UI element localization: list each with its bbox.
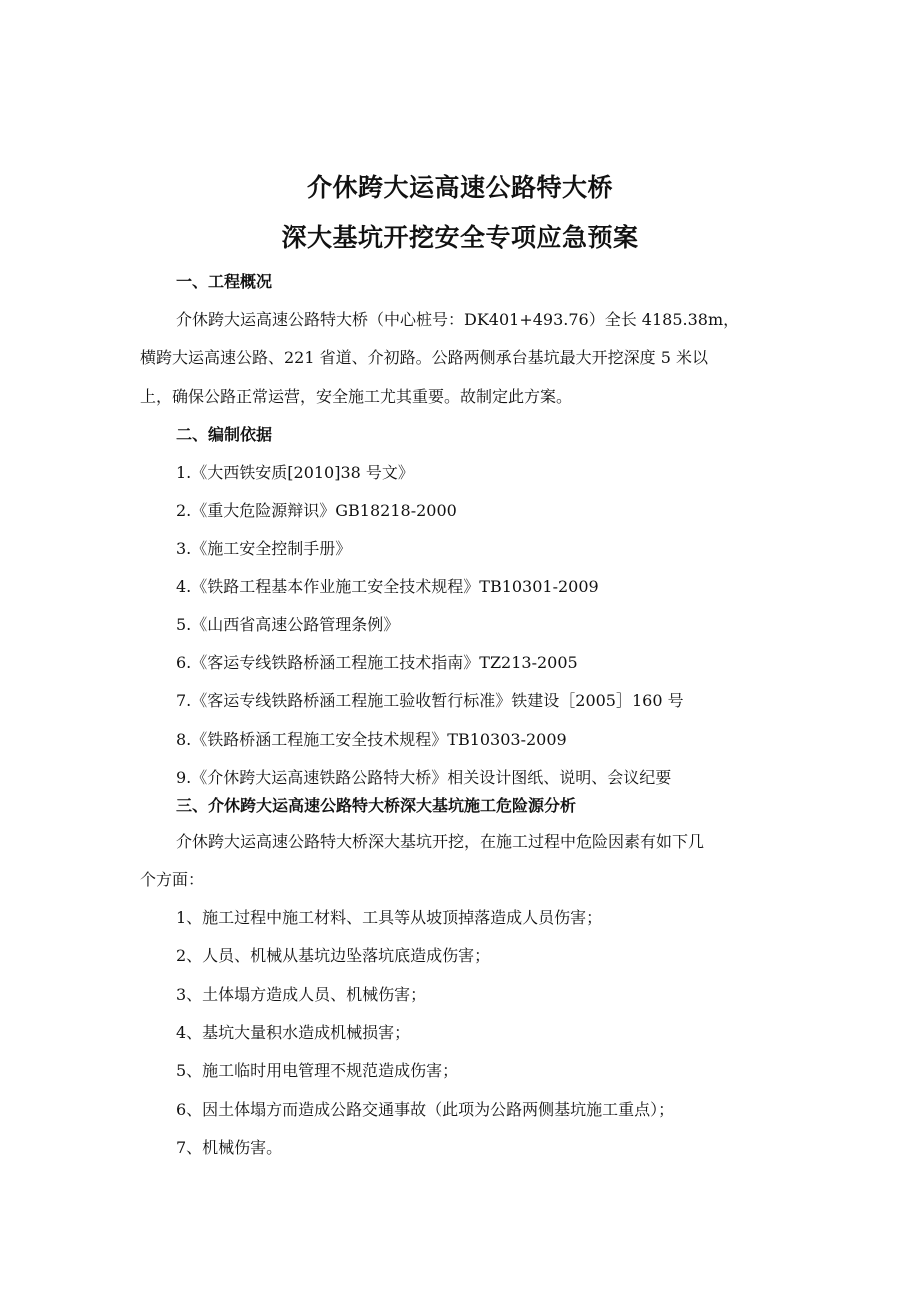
section1-paragraph-line: 介休跨大运高速公路特大桥（中心桩号：DK401+493.76）全长 4185.38m， [176,310,740,329]
reference-item: 1.《大西铁安质[2010]38 号文》 [176,463,414,482]
hazard-item: 5、施工临时用电管理不规范造成伤害； [176,1061,459,1080]
section1-paragraph-line: 横跨大运高速公路、221 省道、介初路。公路两侧承台基坑最大开挖深度 5 米以 [140,348,708,367]
section3-paragraph-line: 个方面： [140,870,205,889]
hazard-item: 6、因土体塌方而造成公路交通事故（此项为公路两侧基坑施工重点）； [176,1100,675,1119]
reference-item: 2.《重大危险源辩识》GB18218-2000 [176,501,457,520]
reference-item: 3.《施工安全控制手册》 [176,539,352,558]
section2-heading: 二、编制依据 [176,425,273,444]
section3-heading: 三、介休跨大运高速公路特大桥深大基坑施工危险源分析 [176,796,577,815]
reference-item: 8.《铁路桥涵工程施工安全技术规程》TB10303-2009 [176,730,567,749]
hazard-item: 4、基坑大量积水造成机械损害； [176,1023,411,1042]
reference-item: 4.《铁路工程基本作业施工安全技术规程》TB10301-2009 [176,577,599,596]
hazard-item: 1、施工过程中施工材料、工具等从坡顶掉落造成人员伤害； [176,908,603,927]
reference-item: 7.《客运专线铁路桥涵工程施工验收暂行标准》铁建设［2005］160 号 [176,691,684,710]
hazard-item: 7、机械伤害。 [176,1138,283,1157]
section3-paragraph-line: 介休跨大运高速公路特大桥深大基坑开挖，在施工过程中危险因素有如下几 [176,832,705,851]
reference-item: 6.《客运专线铁路桥涵工程施工技术指南》TZ213-2005 [176,653,578,672]
document-title-line1: 介休跨大运高速公路特大桥 [306,173,613,202]
reference-item: 9.《介休跨大运高速铁路公路特大桥》相关设计图纸、说明、会议纪要 [176,768,672,787]
hazard-item: 3、土体塌方造成人员、机械伤害； [176,985,427,1004]
hazard-item: 2、人员、机械从基坑边坠落坑底造成伤害； [176,946,491,965]
section1-heading: 一、工程概况 [176,272,273,291]
document-title-line2: 深大基坑开挖安全专项应急预案 [281,223,639,252]
section1-paragraph-line: 上，确保公路正常运营，安全施工尤其重要。故制定此方案。 [140,387,573,406]
reference-item: 5.《山西省高速公路管理条例》 [176,615,400,634]
